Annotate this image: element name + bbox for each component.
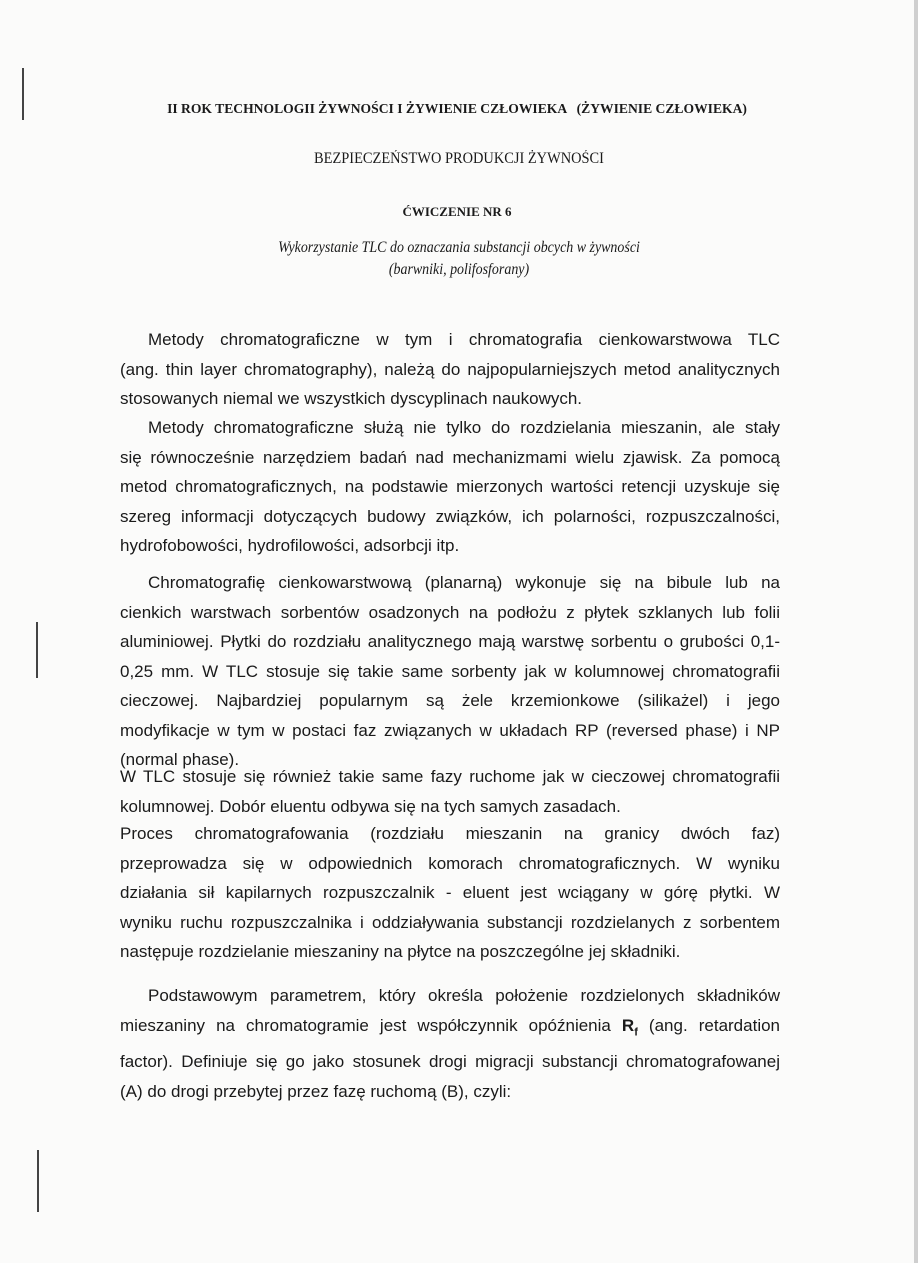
text-line: W TLC stosuje się również takie same fazy ruchome jak w cieczowej chromatografii [120,767,780,786]
binding-mark [36,622,38,678]
binding-mark [37,1150,39,1212]
text-line: cienkich warstwach sorbentów osadzonych na podłożu z płytek szklanych lub folii [120,602,780,622]
text-line: następuje rozdzielanie mieszaniny na płytce na poszczególne jej składniki. [120,942,681,961]
rf-symbol [621,1015,638,1038]
exercise-topic: Wykorzystanie TLC do oznaczania substancji obcych w żywności [278,239,640,256]
text-line: wyniku ruchu rozpuszczalnika i oddziaływania substancji rozdzielanych z sorbentem [120,912,780,932]
rf-subscript: f [634,1025,638,1038]
paragraph-rf [120,981,780,1106]
text-line: się równocześnie narzędziem badań nad mechanizmami wielu zjawisk. Za pomocą [120,447,780,467]
text-line: aluminiowej. Płytki do rozdziału analitycznego mają warstwę sorbentu o grubości 0,1- [120,632,780,651]
text-line: Proces chromatografowania (rozdziału mieszanin na granicy dwóch faz) [120,824,780,843]
text-line: Metody chromatograficzne służą nie tylko do rozdzielania mieszanin, ale stały [148,418,780,437]
paragraph [120,325,780,414]
subject-title: BEZPIECZEŃSTWO PRODUKCJI ŻYWNOŚCI [314,150,604,167]
text-line: szereg informacji dotyczących budowy związków, ich polarności, rozpuszczalności, [120,506,780,526]
text-line: (normal phase). [120,750,240,769]
text-line: metod chromatograficznych, na podstawie mierzonych wartości retencji uzyskuje się [120,477,780,496]
text-line: modyfikacje w tym w postaci faz związanych w układach RP (reversed phase) i NP [120,720,780,740]
paragraph [120,819,780,967]
text-line: hydrofobowości, hydrofilowości, adsorbcji itp. [120,536,460,555]
text-line [120,1011,780,1048]
text-line: przeprowadza się w odpowiednich komorach chromatograficznych. W wyniku [120,853,780,873]
text-segment: mieszaniny na chromatogramie jest współczynnik opóźnienia [120,1015,622,1035]
text-line: kolumnowej. Dobór eluentu odbywa się na tych samych zasadach. [120,796,621,816]
course-title: II ROK TECHNOLOGII ŻYWNOŚCI I ŻYWIENIE CZŁOWIEKA (ŻYWIENIE CZŁOWIEKA) [167,101,747,116]
text-line: cieczowej. Najbardziej popularnym są żele krzemionkowe (silikażel) i jego [120,691,780,710]
exercise-number: ĆWICZENIE NR 6 [402,204,512,219]
text-line: działania sił kapilarnych rozpuszczalnik - eluent jest wciągany w górę płytki. W [120,883,780,902]
text-line: (ang. thin layer chromatography), należą do najpopularniejszych metod analitycznych [120,359,780,379]
text-line: factor). Definiuje się go jako stosunek drogi migracji substancji chromatografowanej [120,1052,780,1072]
text-line: stosowanych niemal we wszystkich dyscyplinach naukowych. [120,389,583,408]
page-edge [914,0,918,1263]
text-line: (A) do drogi przebytej przez fazę ruchomą (B), czyli: [120,1081,512,1101]
paragraph [120,413,780,561]
paragraph [120,762,780,821]
text-line: Metody chromatograficzne w tym i chromatografia cienkowarstwowa TLC [148,330,780,349]
paragraph [120,568,780,775]
text-line: Podstawowym parametrem, który określa położenie rozdzielonych składników [148,986,780,1005]
text-line: Chromatografię cienkowarstwową (planarną) wykonuje się na bibule lub na [148,573,780,592]
text-line: 0,25 mm. W TLC stosuje się takie same sorbenty jak w kolumnowej chromatografii [120,661,780,681]
exercise-topic-subtitle: (barwniki, polifosforany) [388,261,530,278]
text-segment: (ang. retardation [637,1015,780,1035]
rf-letter: R [621,1015,635,1035]
